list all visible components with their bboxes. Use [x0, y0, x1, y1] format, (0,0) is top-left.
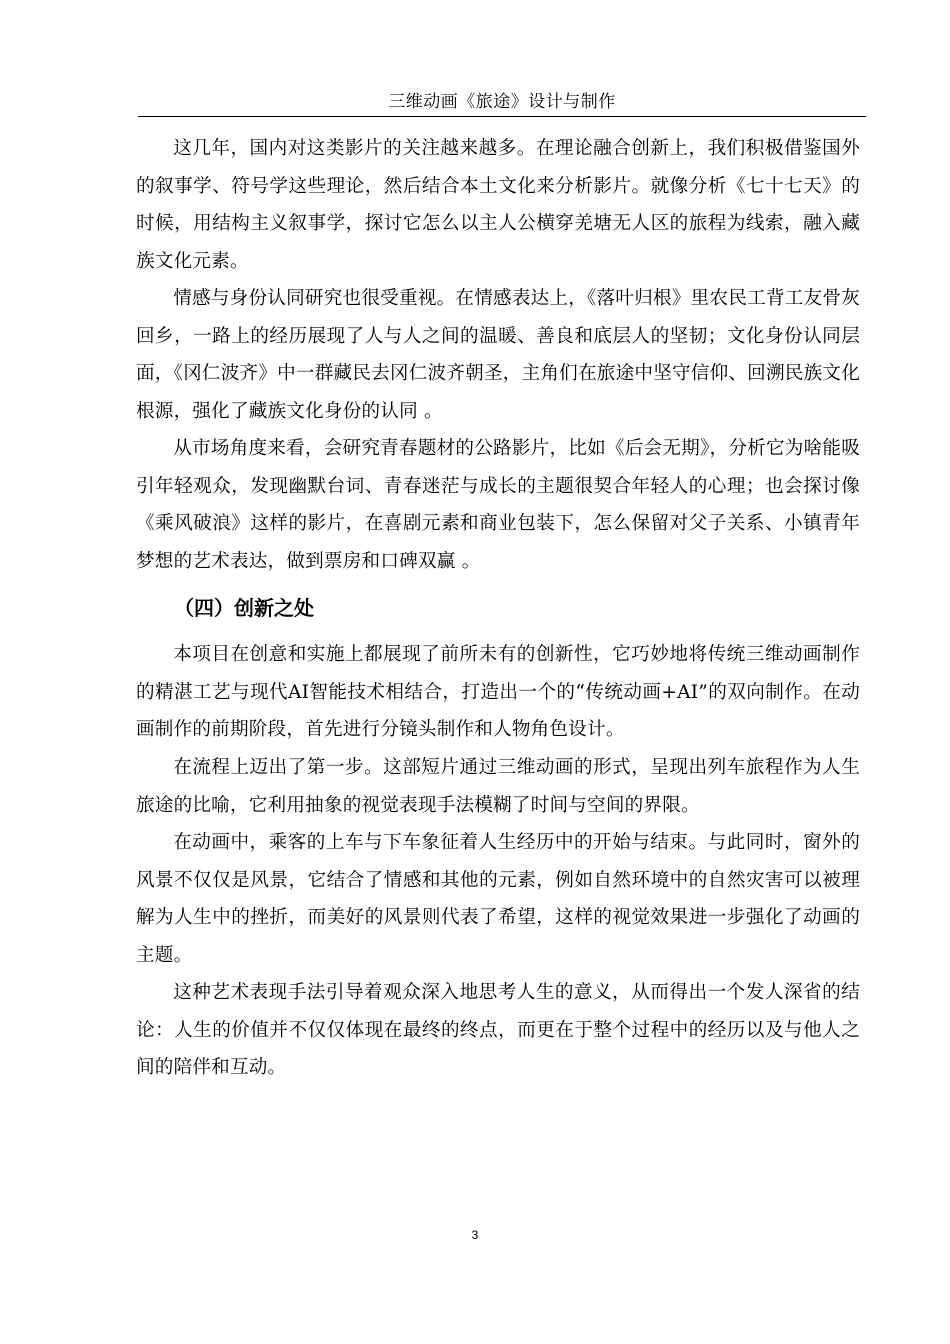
- paragraph-process-step: 在流程上迈出了第一步。这部短片通过三维动画的形式，呈现出列车旅程作为人生旅途的比喻，它利用抽象的视觉表现手法模糊了时间与空间的界限。: [136, 757, 860, 816]
- section-heading: （四）创新之处: [174, 596, 314, 620]
- paragraph-conclusion: 这种艺术表现手法引导着观众深入地思考人生的意义，从而得出一个发人深省的结论：人生的价值并不仅仅体现在最终的终点，而更在于整个过程中的经历以及与他人之间的陪伴和互动。: [136, 982, 860, 1078]
- paragraph-research-trends: 这几年，国内对这类影片的关注越来越多。在理论融合创新上，我们积极借鉴国外的叙事学、符号学这些理论，然后结合本土文化来分析影片。就像分析《七十七天》的时候，用结构主义叙事学，探讨它怎么以主人公横穿羌塘无人区的旅程为线索，融入藏族文化元素。: [136, 138, 860, 272]
- paragraph-emotion-identity: 情感与身份认同研究也很受重视。在情感表达上，《落叶归根》里农民工背工友骨灰回乡，一路上的经历展现了人与人之间的温暖、善良和底层人的坚韧；文化身份认同层面，《冈仁波齐》中一群藏民去冈仁波齐朝圣，主角们在旅途中坚守信仰、回溯民族文化根源，强化了藏族文化身份的认同 。: [136, 288, 860, 422]
- header-title: 三维动画《旅途》设计与制作: [388, 92, 616, 112]
- paragraph-market-perspective: 从市场角度来看，会研究青春题材的公路影片，比如《后会无期》，分析它为啥能吸引年轻观众，发现幽默台词、青春迷茫与成长的主题很契合年轻人的心理；也会探讨像《乘风破浪》这样的影片，在喜剧元素和商业包装下，怎么保留对父子关系、小镇青年梦想的艺术表达，做到票房和口碑双赢 。: [136, 438, 860, 572]
- paragraph-innovation-overview: 本项目在创意和实施上都展现了前所未有的创新性，它巧妙地将传统三维动画制作的精湛工艺与现代AI智能技术相结合，打造出一个的“传统动画+AI”的双向制作。在动画制作的前期阶段，首先进行分镜头制作和人物角色设计。: [136, 644, 860, 740]
- paragraph-passenger-symbolism: 在动画中，乘客的上车与下车象征着人生经历中的开始与结束。与此同时，窗外的风景不仅仅是风景，它结合了情感和其他的元素，例如自然环境中的自然灾害可以被理解为人生中的挫折，而美好的风景则代表了希望，这样的视觉效果进一步强化了动画的主题。: [136, 832, 860, 966]
- running-header: [138, 88, 866, 117]
- page-number: 3: [471, 1228, 479, 1242]
